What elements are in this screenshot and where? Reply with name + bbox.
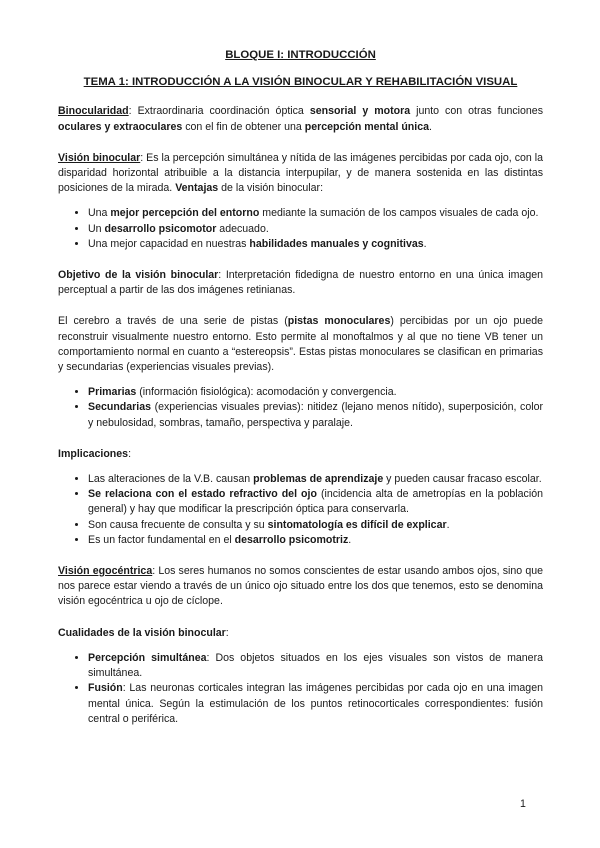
objetivo-paragraph: [58, 268, 543, 298]
text: (información fisiológica): acomodación y convergencia.: [136, 386, 397, 399]
text: .: [429, 120, 432, 133]
objetivo-label: Objetivo de la visión binocular: [58, 269, 219, 282]
text: Son causa frecuente de consulta y su: [88, 518, 268, 531]
bold-text: Percepción simultánea: [88, 651, 207, 664]
bold-text: percepción mental única: [304, 120, 429, 133]
text: junto con otras funciones: [410, 105, 543, 118]
bold-text: sintomatología es difícil de explicar: [267, 518, 447, 531]
text: Es un factor fundamental en el: [88, 533, 235, 546]
page-number: 1: [520, 798, 526, 810]
text: : Dos objetos situados en los ejes visuales son vistos de manera simultánea.: [88, 651, 543, 680]
text: adecuado.: [216, 222, 269, 235]
text: :: [225, 626, 229, 639]
block-title: BLOQUE I: INTRODUCCIÓN: [225, 49, 376, 61]
text: Las alteraciones de la V.B. causan: [88, 473, 254, 486]
bold-text: Ventajas: [175, 182, 219, 195]
text: : Las neuronas corticales integran las imágenes percibidas por cada ojo en una imagen mental única. Según la estimulación de los puntos retinocorticales correspondientes: fusión central o periférica.: [88, 682, 543, 725]
text: .: [348, 533, 352, 546]
text: : Extraordinaria coordinación óptica: [128, 105, 310, 118]
implicaciones-list: [58, 472, 543, 548]
list-item: [88, 487, 543, 517]
binocularidad-paragraph: [58, 104, 543, 134]
bold-text: Primarias: [88, 386, 137, 399]
list-item: [88, 400, 543, 430]
bold-text: mejor percepción del entorno: [110, 207, 260, 220]
cualidades-list: [58, 651, 543, 727]
list-item: [88, 472, 543, 487]
bold-text: desarrollo psicomotor: [104, 222, 217, 235]
text: y pueden causar fracaso escolar.: [383, 473, 542, 486]
bold-text: sensorial y motora: [309, 105, 411, 118]
term-binocularidad: Binocularidad: [58, 105, 129, 118]
text: .: [423, 237, 427, 250]
text: : Interpretación fidedigna de nuestro entorno en una única imagen perceptual a partir de las dos imágenes retinianas.: [58, 269, 543, 297]
text: :: [128, 447, 132, 460]
bold-text: habilidades manuales y cognitivas: [249, 237, 424, 250]
text: : Los seres humanos no somos conscientes de estar usando ambos ojos, sino que nos parece estar viendo a través de un único ojo situado entre los dos que tenemos, esto se denomina visión egocéntrica u ojo de cíclope.: [58, 565, 543, 608]
vision-binocular-paragraph: [58, 151, 543, 197]
list-item: [88, 533, 543, 548]
term-vision-egocentrica: Visión egocéntrica: [58, 565, 153, 578]
text: mediante la sumación de los campos visuales de cada ojo.: [259, 207, 539, 220]
text: de la visión binocular:: [218, 182, 324, 195]
topic-title: TEMA 1: INTRODUCCIÓN A LA VISIÓN BINOCULAR Y REHABILITACIÓN VISUAL: [83, 76, 518, 89]
implicaciones-heading: [58, 447, 543, 462]
text: El cerebro a través de una serie de pistas (: [58, 315, 288, 328]
list-item: [88, 206, 543, 221]
cerebro-paragraph: [58, 314, 543, 375]
bold-text: Secundarias: [88, 401, 152, 414]
term-vision-binocular: Visión binocular: [58, 151, 141, 164]
egocentrica-paragraph: [58, 564, 543, 610]
text: .: [446, 518, 450, 531]
cualidades-title: Cualidades de la visión binocular: [58, 626, 226, 639]
list-item: [88, 681, 543, 727]
bold-text: oculares y extraoculares: [58, 120, 183, 133]
ventajas-list: [58, 206, 543, 252]
text: (incidencia alta de ametropías en la población general) y hay que modificar la prescripción óptica para conservarla.: [88, 488, 543, 516]
text: con el fin de obtener una: [182, 120, 305, 133]
list-item: [88, 222, 543, 237]
text: : Es la percepción simultánea y nítida de las imágenes percibidas por cada ojo, con la disparidad horizontal atribuible a la distancia interpupilar, y de manera sostenida en las distintas posiciones de la mirada.: [58, 151, 543, 195]
text: Una mejor capacidad en nuestras: [88, 237, 250, 250]
list-item: [88, 237, 543, 252]
text: Una: [88, 207, 111, 220]
bold-text: desarrollo psicomotriz: [234, 533, 349, 546]
bold-text: Fusión: [88, 682, 123, 695]
text: Un: [88, 222, 105, 235]
text: ) percibidas por un ojo puede reconstruir visualmente nuestro entorno. Esto permite al monoftalmos y al que no tiene VB tener un comportamiento normal en cuanto a “estereopsis”. Estas pistas monoculares se clasifican en primarias y secundarias (experiencias visuales previas).: [58, 315, 543, 374]
document-page: [58, 48, 543, 743]
list-item: [88, 651, 543, 681]
bold-text: pistas monoculares: [287, 315, 391, 328]
bold-text: problemas de aprendizaje: [253, 473, 384, 486]
cualidades-heading: [58, 626, 543, 641]
list-item: [88, 385, 543, 400]
implicaciones-title: Implicaciones: [58, 447, 129, 460]
list-item: [88, 518, 543, 533]
pistas-list: [58, 385, 543, 431]
bold-text: Se relaciona con el estado refractivo del ojo: [88, 488, 317, 501]
text: (experiencias visuales previas): nitidez (lejano menos nítido), superposición, color y nebulosidad, sombras, tamaño, perspectiva y paralaje.: [88, 401, 543, 429]
